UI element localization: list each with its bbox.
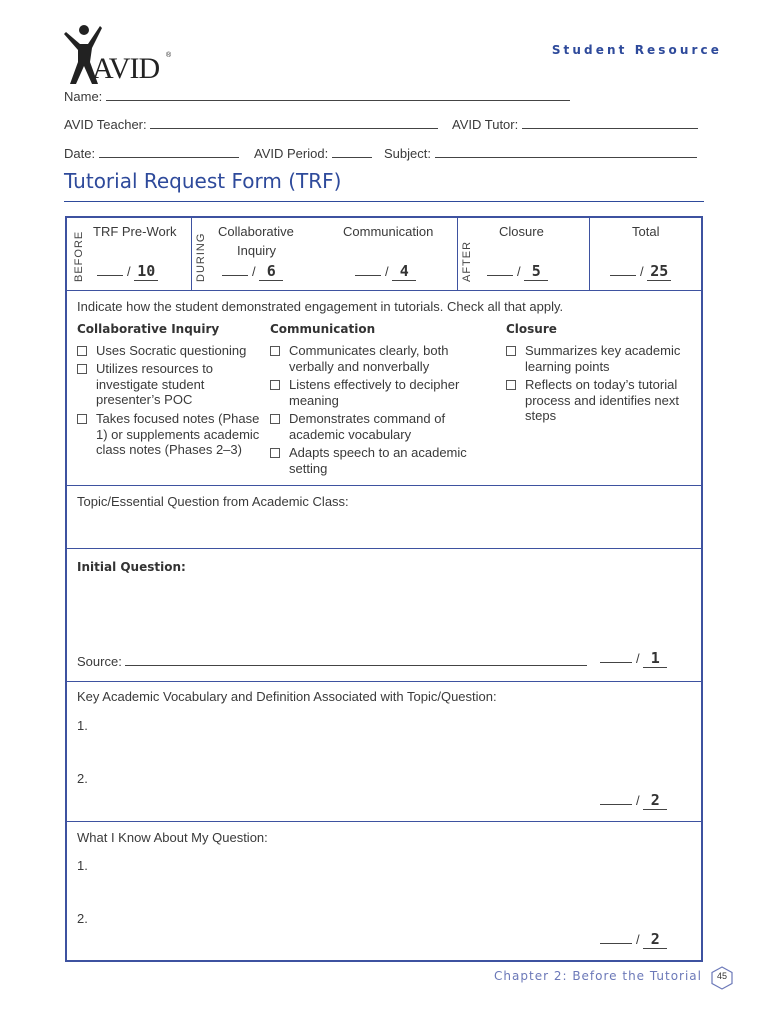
topic-label: Topic/Essential Question from Academic Class: <box>77 494 349 509</box>
checkbox-item[interactable]: Reflects on today’s tutorial process and identifies next steps <box>506 377 696 424</box>
logo-text: AVID <box>92 52 160 85</box>
total-label: Total <box>632 224 660 239</box>
divider <box>589 218 590 290</box>
after-label: AFTER <box>461 240 473 282</box>
col2-heading: Communication <box>270 322 376 336</box>
divider <box>67 548 701 549</box>
page-number: 45 <box>716 971 727 981</box>
date-label: Date: <box>64 146 96 161</box>
engagement-intro: Indicate how the student demonstrated engagement in tutorials. Check all that apply. <box>77 299 564 314</box>
avid-teacher-field[interactable] <box>64 117 438 132</box>
before-label: BEFORE <box>73 230 85 282</box>
checkbox[interactable] <box>270 414 280 424</box>
checkbox[interactable] <box>270 448 280 458</box>
vocab-score[interactable]: / 2 <box>600 791 667 810</box>
avid-period-field[interactable] <box>254 146 372 161</box>
know-item-2[interactable]: 2. <box>77 911 88 926</box>
divider <box>191 218 192 290</box>
checkbox-item[interactable]: Demonstrates command of academic vocabulary <box>270 411 480 442</box>
name-field[interactable] <box>64 89 570 104</box>
subject-label: Subject: <box>384 146 431 161</box>
checkbox[interactable] <box>270 380 280 390</box>
checkbox-item[interactable]: Adapts speech to an academic setting <box>270 445 485 476</box>
form-title: Tutorial Request Form (TRF) <box>64 169 342 193</box>
communication-label: Communication <box>343 224 434 239</box>
checkbox[interactable] <box>506 346 516 356</box>
communication-score[interactable]: / 4 <box>355 262 416 281</box>
student-resource-label: Student Resource <box>551 43 722 57</box>
checkbox[interactable] <box>270 346 280 356</box>
collab-label-2: Inquiry <box>237 243 277 258</box>
checkbox-item[interactable]: Listens effectively to decipher meaning <box>270 377 480 408</box>
initial-question-label: Initial Question: <box>77 560 186 574</box>
checkbox[interactable] <box>77 346 87 356</box>
prework-score[interactable]: / 10 <box>97 262 158 281</box>
avid-tutor-line[interactable] <box>522 117 698 129</box>
checkbox[interactable] <box>77 364 87 374</box>
avid-period-label: AVID Period: <box>254 146 329 161</box>
avid-logo <box>62 22 172 86</box>
avid-tutor-label: AVID Tutor: <box>452 117 519 132</box>
avid-period-line[interactable] <box>332 146 372 158</box>
col3-heading: Closure <box>506 322 557 336</box>
collab-score[interactable]: / 6 <box>222 262 283 281</box>
checkbox-item[interactable]: Communicates clearly, both verbally and nonverbally <box>270 343 480 374</box>
avid-teacher-label: AVID Teacher: <box>64 117 147 132</box>
prework-label: TRF Pre-Work <box>93 224 177 239</box>
trf-form <box>65 216 703 962</box>
checkbox-item[interactable]: Summarizes key academic learning points <box>506 343 696 374</box>
total-score[interactable]: / 25 <box>610 262 671 281</box>
vocab-item-1[interactable]: 1. <box>77 718 88 733</box>
collab-label-1: Collaborative <box>218 224 294 239</box>
avid-tutor-field[interactable] <box>452 117 698 132</box>
know-item-1[interactable]: 1. <box>77 858 88 873</box>
know-label: What I Know About My Question: <box>77 830 268 845</box>
vocab-label: Key Academic Vocabulary and Definition Associated with Topic/Question: <box>77 689 497 704</box>
name-label: Name: <box>64 89 103 104</box>
divider <box>67 681 701 682</box>
divider <box>457 218 458 290</box>
chapter-footer: Chapter 2: Before the Tutorial <box>494 969 702 983</box>
divider <box>67 821 701 822</box>
know-score[interactable]: / 2 <box>600 930 667 949</box>
checkbox[interactable] <box>506 380 516 390</box>
checkbox-item[interactable]: Takes focused notes (Phase 1) or supplements academic class notes (Phases 2–3) <box>77 411 262 458</box>
col1-heading: Collaborative Inquiry <box>77 322 220 336</box>
source-label: Source: <box>77 654 122 669</box>
divider <box>67 290 701 291</box>
title-rule <box>64 201 704 202</box>
avid-teacher-line[interactable] <box>150 117 438 129</box>
subject-line[interactable] <box>435 146 697 158</box>
vocab-item-2[interactable]: 2. <box>77 771 88 786</box>
checkbox-item[interactable]: Uses Socratic questioning <box>77 343 262 359</box>
source-field[interactable] <box>77 654 587 669</box>
during-label: DURING <box>195 232 207 282</box>
initial-question-score[interactable]: / 1 <box>600 649 667 668</box>
logo-trademark: ® <box>166 52 172 59</box>
checkbox[interactable] <box>77 414 87 424</box>
name-line[interactable] <box>106 89 570 101</box>
closure-score[interactable]: / 5 <box>487 262 548 281</box>
divider <box>67 485 701 486</box>
checkbox-item[interactable]: Utilizes resources to investigate student presenter’s POC <box>77 361 247 408</box>
subject-field[interactable] <box>384 146 697 161</box>
date-field[interactable] <box>64 146 239 161</box>
closure-label: Closure <box>499 224 544 239</box>
source-line[interactable] <box>125 654 587 666</box>
date-line[interactable] <box>99 146 239 158</box>
